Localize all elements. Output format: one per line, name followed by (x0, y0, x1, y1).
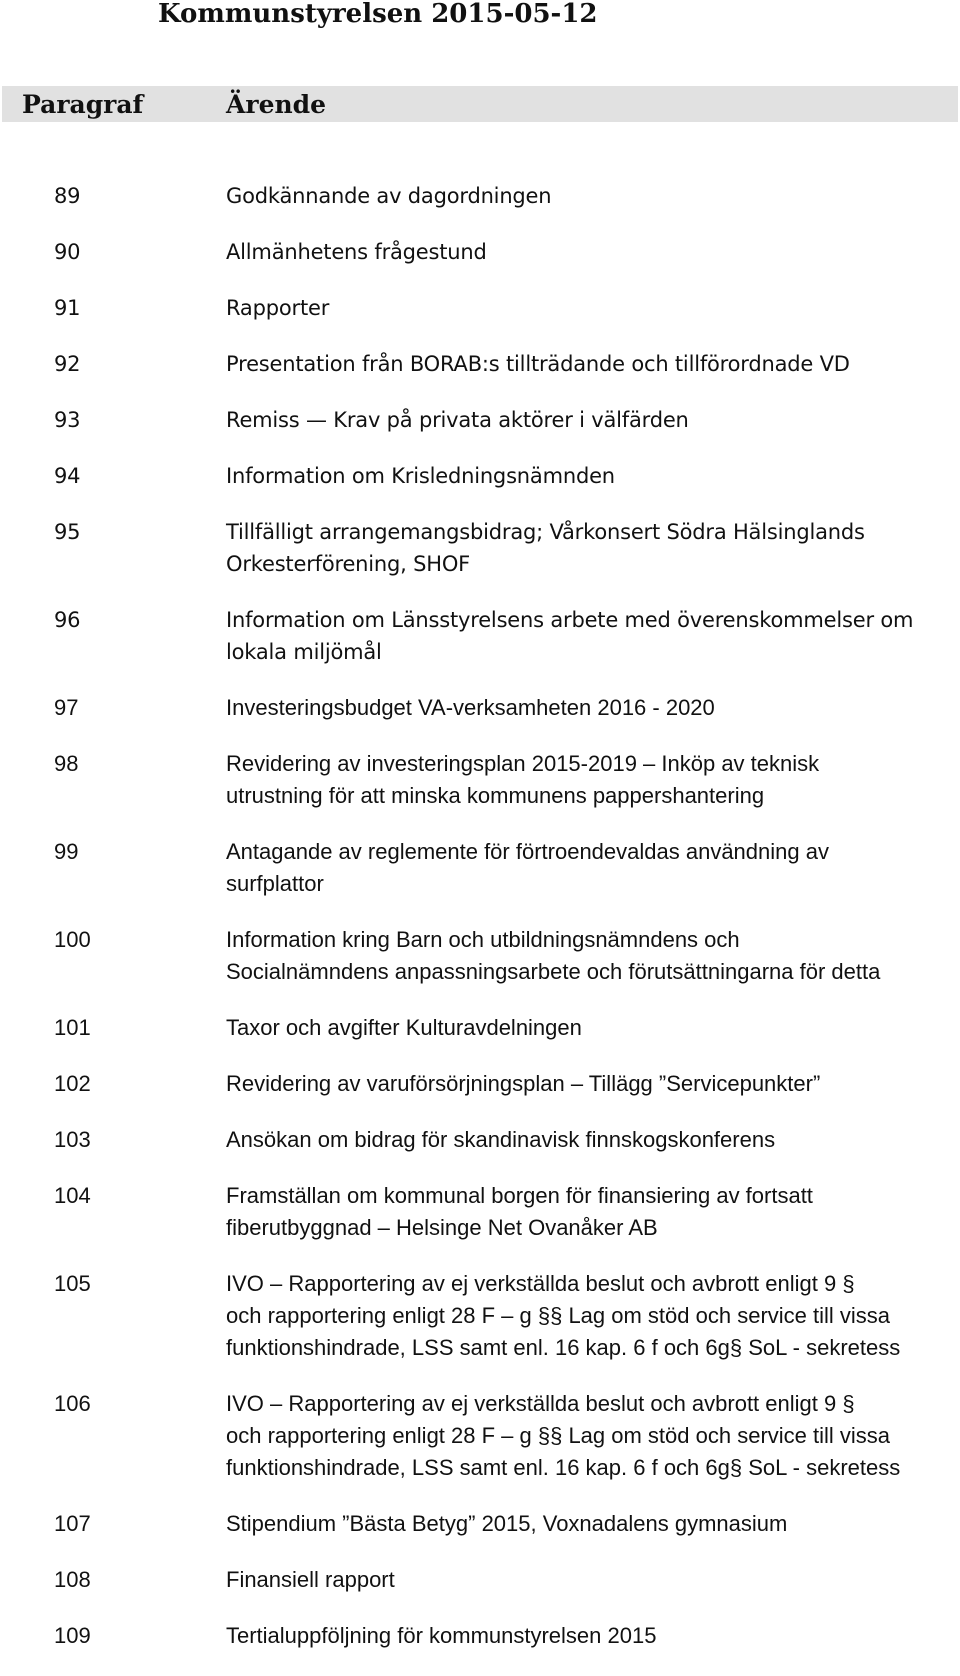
paragraf-number: 108 (54, 1567, 91, 1592)
arende-text: Revidering av investeringsplan 2015-2019 – Inköp av teknisk utrustning för att minska kommunens pappershantering (226, 751, 820, 808)
arende-text: Information om Krisledningsnämnden (226, 464, 615, 488)
arende-text: Presentation från BORAB:s tillträdande och tillförordnade VD (226, 352, 850, 376)
arende-text: Tertialuppföljning för kommunstyrelsen 2015 (226, 1623, 657, 1648)
paragraf-number: 91 (54, 296, 81, 320)
agenda-row (0, 236, 960, 268)
paragraf-number: 97 (54, 695, 79, 720)
agenda-row (0, 348, 960, 380)
paragraf-number: 107 (54, 1511, 91, 1536)
paragraf-number: 94 (54, 464, 81, 488)
agenda-row (0, 692, 960, 724)
arende-text: Framställan om kommunal borgen för finansiering av fortsatt fiberutbyggnad – Helsinge Net Ovanåker AB (226, 1183, 813, 1240)
arende-text: Godkännande av dagordningen (226, 184, 552, 208)
arende-text: Investeringsbudget VA-verksamheten 2016 - 2020 (226, 695, 715, 720)
agenda-row (0, 1620, 960, 1652)
arende-text: Information om Länsstyrelsens arbete med överenskommelser om lokala miljömål (226, 608, 914, 664)
paragraf-number: 104 (54, 1183, 91, 1208)
header-arende: Ärende (226, 90, 327, 119)
agenda-row (0, 1268, 960, 1364)
paragraf-number: 106 (54, 1391, 91, 1416)
document-title: Kommunstyrelsen 2015-05-12 (158, 0, 598, 29)
agenda-row (0, 292, 960, 324)
paragraf-number: 92 (54, 352, 81, 376)
agenda-row (0, 1068, 960, 1100)
arende-text: Taxor och avgifter Kulturavdelningen (226, 1015, 582, 1040)
arende-text: Stipendium ”Bästa Betyg” 2015, Voxnadalens gymnasium (226, 1511, 788, 1536)
paragraf-number: 101 (54, 1015, 91, 1040)
arende-text: Ansökan om bidrag för skandinavisk finnskogskonferens (226, 1127, 776, 1152)
arende-text: Revidering av varuförsörjningsplan – Tillägg ”Servicepunkter” (226, 1071, 821, 1096)
paragraf-number: 102 (54, 1071, 91, 1096)
arende-text: Finansiell rapport (226, 1567, 395, 1592)
arende-text: IVO – Rapportering av ej verkställda beslut och avbrott enligt 9 § och rapportering enligt 28 F – g §§ Lag om stöd och service till vissa funktionshindrade, LSS samt enl. 16 kap. 6 f och 6g§ SoL - sekretess (226, 1391, 901, 1480)
agenda-row (0, 1508, 960, 1540)
agenda-row (0, 460, 960, 492)
paragraf-number: 99 (54, 839, 79, 864)
paragraf-number: 98 (54, 751, 79, 776)
paragraf-number: 89 (54, 184, 81, 208)
agenda-row (0, 180, 960, 212)
agenda-row (0, 1180, 960, 1244)
paragraf-number: 105 (54, 1271, 91, 1296)
agenda-list (0, 180, 960, 1676)
agenda-row (0, 748, 960, 812)
agenda-row (0, 1388, 960, 1484)
paragraf-number: 96 (54, 608, 81, 632)
paragraf-number: 95 (54, 520, 81, 544)
arende-text: IVO – Rapportering av ej verkställda beslut och avbrott enligt 9 § och rapportering enligt 28 F – g §§ Lag om stöd och service till vissa funktionshindrade, LSS samt enl. 16 kap. 6 f och 6g§ SoL - sekretess (226, 1271, 901, 1360)
paragraf-number: 93 (54, 408, 81, 432)
arende-text: Antagande av reglemente för förtroendevaldas användning av surfplattor (226, 839, 829, 896)
arende-text: Allmänhetens frågestund (226, 240, 487, 264)
paragraf-number: 100 (54, 927, 91, 952)
arende-text: Tillfälligt arrangemangsbidrag; Vårkonsert Södra Hälsinglands Orkesterförening, SHOF (226, 520, 865, 576)
paragraf-number: 103 (54, 1127, 91, 1152)
paragraf-number: 90 (54, 240, 81, 264)
agenda-row (0, 836, 960, 900)
agenda-row (0, 1124, 960, 1156)
agenda-row (0, 924, 960, 988)
agenda-row (0, 604, 960, 668)
agenda-row (0, 1564, 960, 1596)
header-paragraf: Paragraf (22, 90, 144, 119)
agenda-row (0, 404, 960, 436)
arende-text: Rapporter (226, 296, 330, 320)
agenda-row (0, 516, 960, 580)
table-header-band (2, 86, 958, 122)
paragraf-number: 109 (54, 1623, 91, 1648)
arende-text: Remiss — Krav på privata aktörer i välfärden (226, 408, 689, 432)
agenda-row (0, 1012, 960, 1044)
arende-text: Information kring Barn och utbildningsnämndens och Socialnämndens anpassningsarbete och förutsättningarna för detta (226, 927, 881, 984)
